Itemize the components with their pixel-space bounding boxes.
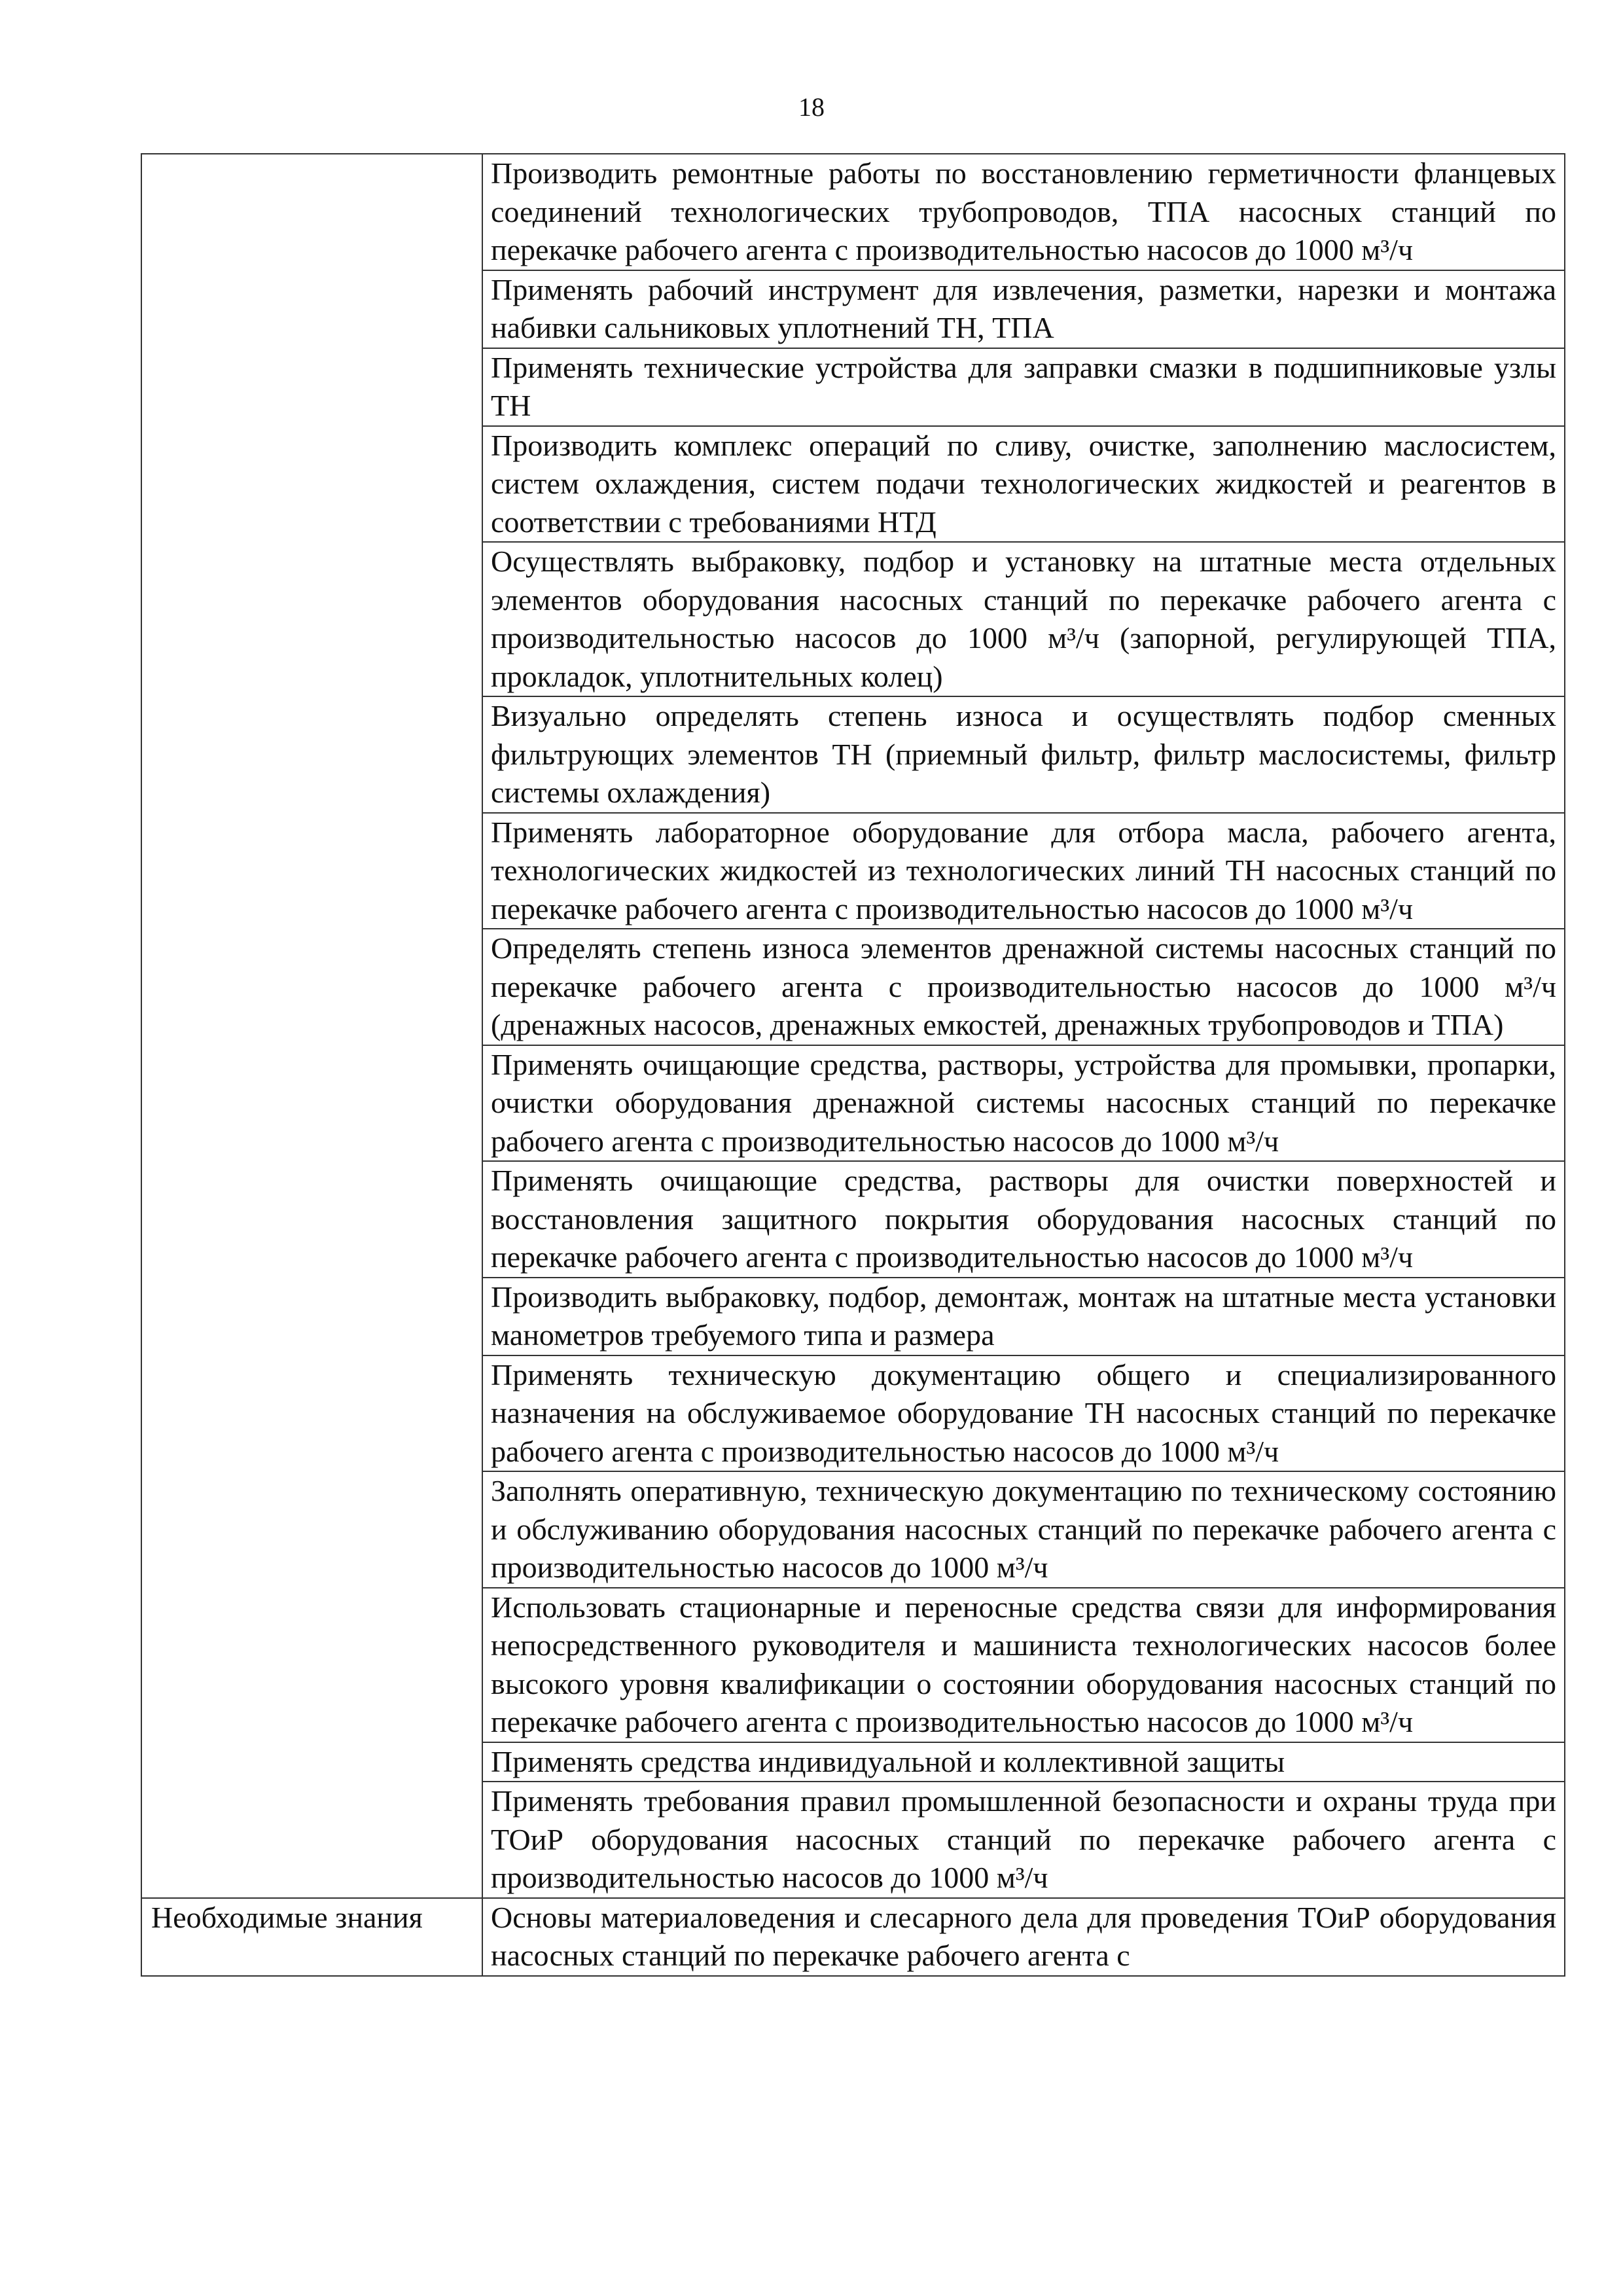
table-row <box>141 1898 1565 1976</box>
knowledge-item: Основы материаловедения и слесарного дела для проведения ТОиР оборудования насосных станций по перекачке рабочего агента с <box>482 1898 1565 1976</box>
skill-item: Применять лабораторное оборудование для отбора масла, рабочего агента, технологических жидкостей из технологических линий ТН насосных станций по перекачке рабочего агента с производительностью насосов до 1000 м³/ч <box>482 813 1565 929</box>
skill-item: Осуществлять выбраковку, подбор и установку на штатные места отдельных элементов оборудования насосных станций по перекачке рабочего агента с производительностью насосов до 1000 м³/ч (запорной, регулирующей ТПА, прокладок, уплотнительных колец) <box>482 542 1565 696</box>
skill-item: Производить комплекс операций по сливу, очистке, заполнению маслосистем, систем охлаждения, систем подачи технологических жидкостей и реагентов в соответствии с требованиями НТД <box>482 426 1565 543</box>
skill-item: Применять средства индивидуальной и коллективной защиты <box>482 1742 1565 1782</box>
skill-item: Применять технические устройства для заправки смазки в подшипниковые узлы ТН <box>482 348 1565 426</box>
skill-item: Визуально определять степень износа и осуществлять подбор сменных фильтрующих элементов ТН (приемный фильтр, фильтр маслосистемы, фильтр системы охлаждения) <box>482 696 1565 813</box>
skill-item: Использовать стационарные и переносные средства связи для информирования непосредственного руководителя и машиниста технологических насосов более высокого уровня квалификации о состоянии оборудования насосных станций по перекачке рабочего агента с производительностью насосов до 1000 м³/ч <box>482 1588 1565 1742</box>
skill-item: Заполнять оперативную, техническую документацию по техническому состоянию и обслуживанию оборудования насосных станций по перекачке рабочего агента с производительностью насосов до 1000 м³/ч <box>482 1471 1565 1588</box>
skill-item: Определять степень износа элементов дренажной системы насосных станций по перекачке рабочего агента с производительностью насосов до 1000 м³/ч (дренажных насосов, дренажных емкостей, дренажных трубопроводов и ТПА) <box>482 929 1565 1045</box>
table-row <box>141 154 1565 270</box>
skill-item: Применять очищающие средства, растворы, устройства для промывки, пропарки, очистки оборудования дренажной системы насосных станций по перекачке рабочего агента с производительностью насосов до 1000 м³/ч <box>482 1045 1565 1162</box>
skill-item: Применять очищающие средства, растворы для очистки поверхностей и восстановления защитного покрытия оборудования насосных станций по перекачке рабочего агента с производительностью насосов до 1000 м³/ч <box>482 1161 1565 1278</box>
page-number: 18 <box>798 92 825 122</box>
skill-item: Производить ремонтные работы по восстановлению герметичности фланцевых соединений технологических трубопроводов, ТПА насосных станций по перекачке рабочего агента с производительностью насосов до 1000 м³/ч <box>482 154 1565 270</box>
skill-item: Применять рабочий инструмент для извлечения, разметки, нарезки и монтажа набивки сальниковых уплотнений ТН, ТПА <box>482 270 1565 348</box>
skill-item: Применять требования правил промышленной безопасности и охраны труда при ТОиР оборудования насосных станций по перекачке рабочего агента с производительностью насосов до 1000 м³/ч <box>482 1782 1565 1898</box>
row-label-cell <box>141 154 482 1898</box>
requirements-table <box>141 153 1565 1977</box>
skill-item: Применять техническую документацию общего и специализированного назначения на обслуживаемое оборудование ТН насосных станций по перекачке рабочего агента с производительностью насосов до 1000 м³/ч <box>482 1355 1565 1472</box>
skill-item: Производить выбраковку, подбор, демонтаж, монтаж на штатные места установки манометров требуемого типа и размера <box>482 1278 1565 1355</box>
row-label-cell: Необходимые знания <box>141 1898 482 1976</box>
